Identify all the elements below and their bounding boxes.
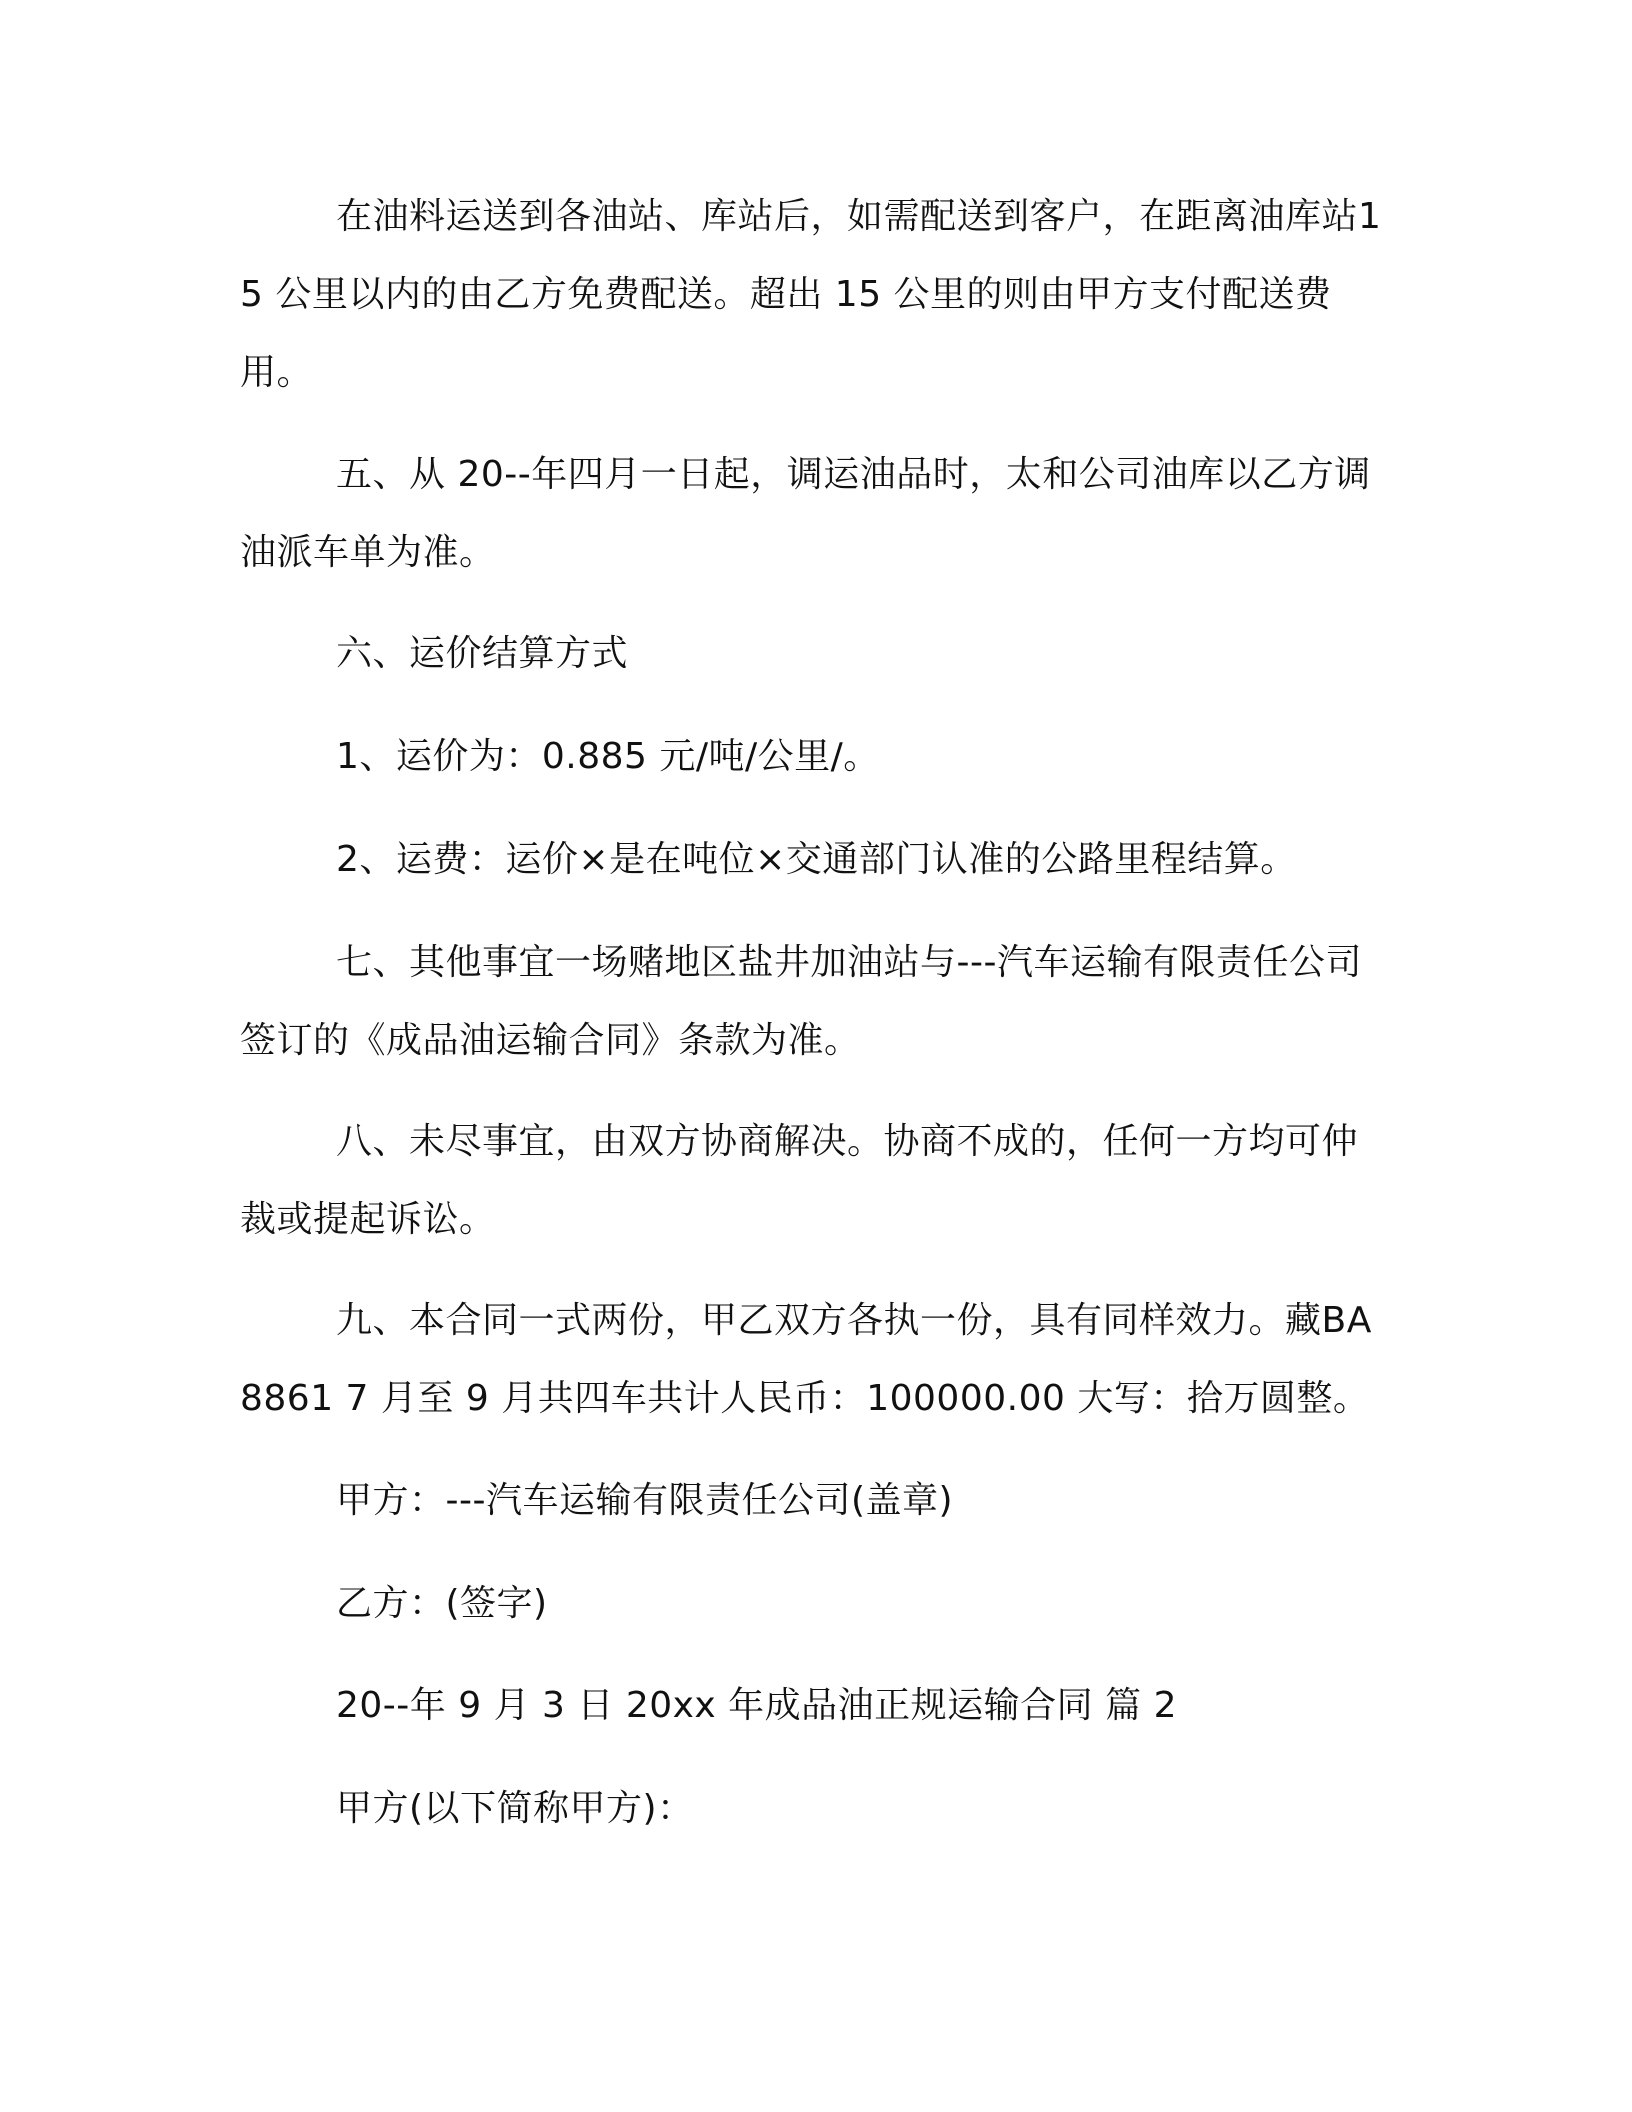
heading-clause-6: 六、运价结算方式: [336, 633, 629, 674]
paragraph-delivery-terms: 在油料运送到各油站、库站后，如需配送到客户，在距离油库站15 公里以内的由乙方免费配送。超出 15 公里的则由甲方支付配送费用。: [240, 196, 1382, 393]
paragraph-clause-7: 七、其他事宜一场赌地区盐井加油站与---汽车运输有限责任公司签订的《成品油运输合同》条款为准。: [240, 942, 1362, 1061]
party-b-signature-line: 乙方：(签字): [336, 1583, 548, 1624]
paragraph-clause-5: 五、从 20--年四月一日起，调运油品时，太和公司油库以乙方调油派车单为准。: [240, 454, 1371, 573]
paragraph-clause-6-item-2: 2、运费：运价×是在吨位×交通部门认准的公路里程结算。: [336, 839, 1297, 880]
paragraph-clause-9: 九、本合同一式两份，甲乙双方各执一份，具有同样效力。藏BA8861 7 月至 9 月共四车共计人民币：100000.00 大写：拾万圆整。: [240, 1300, 1372, 1419]
party-a-signature-line: 甲方：---汽车运输有限责任公司(盖章): [336, 1480, 954, 1521]
paragraph-clause-8: 八、未尽事宜，由双方协商解决。协商不成的，任何一方均可仲裁或提起诉讼。: [240, 1121, 1359, 1240]
paragraph-clause-6-item-1: 1、运价为：0.885 元/吨/公里/。: [336, 736, 880, 777]
party-a-intro-line: 甲方(以下简称甲方)：: [336, 1788, 694, 1829]
date-and-section-heading: 20--年 9 月 3 日 20xx 年成品油正规运输合同 篇 2: [336, 1685, 1177, 1726]
